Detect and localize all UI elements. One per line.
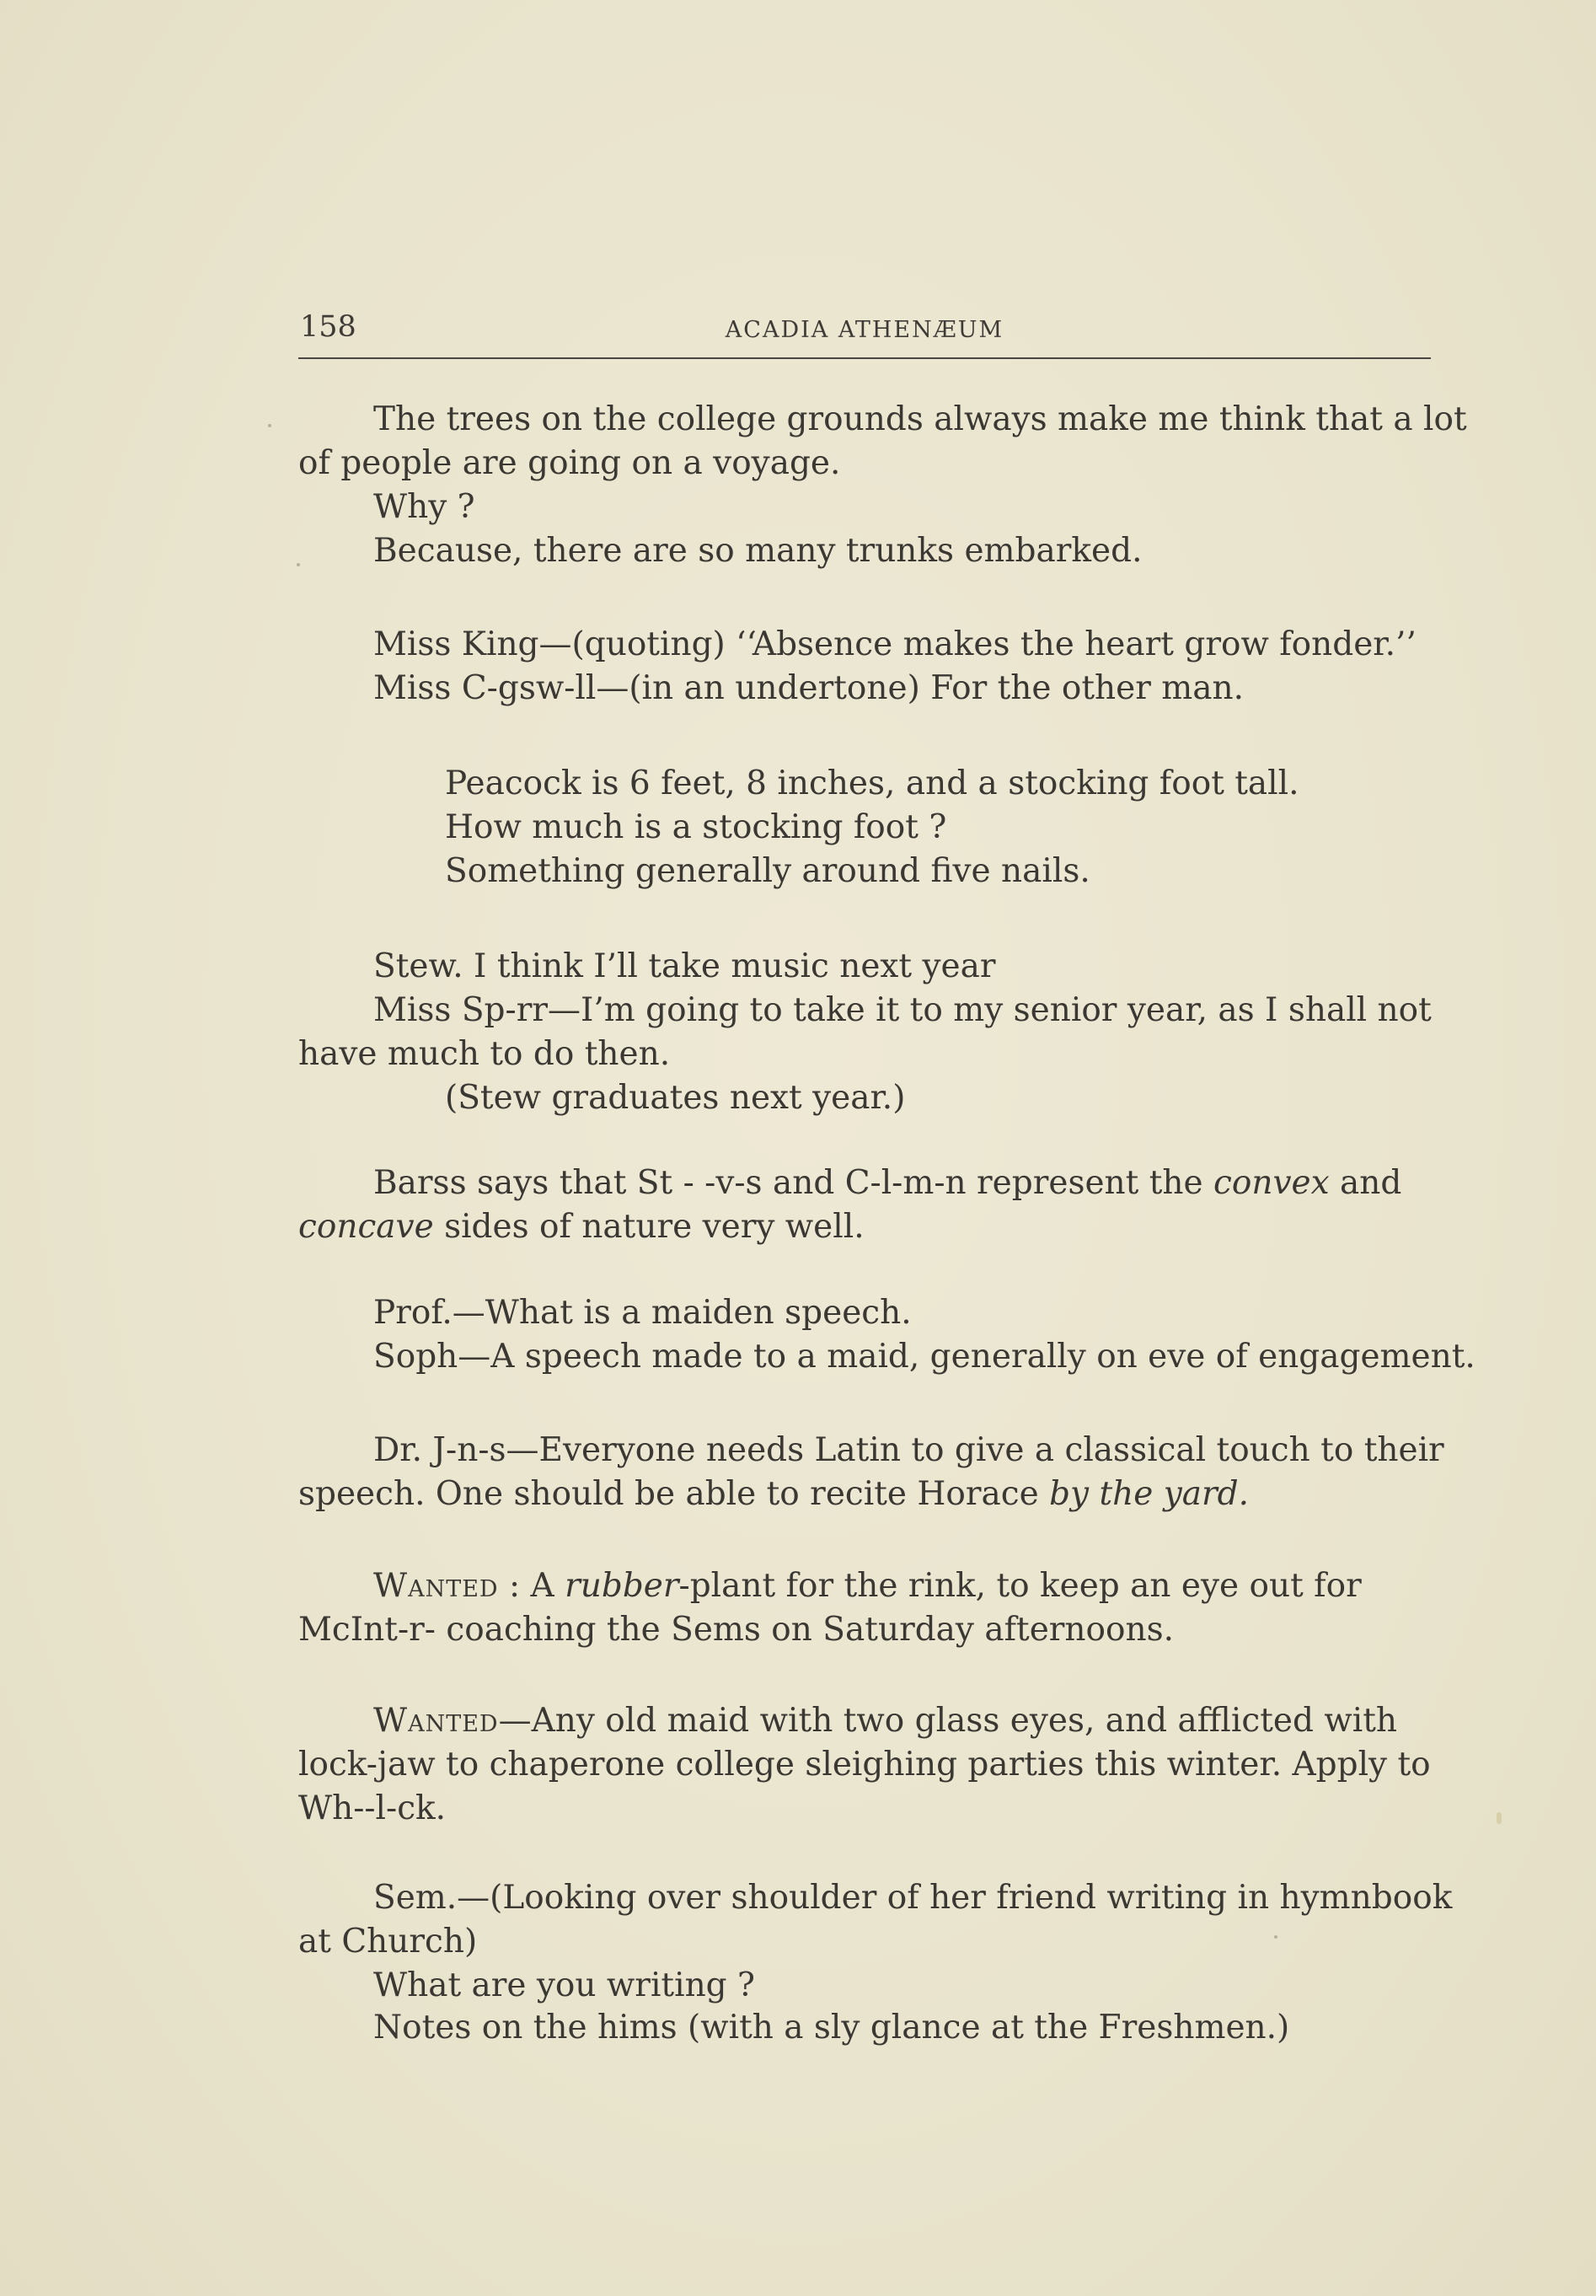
- paragraph-line: [373, 1702, 1398, 1740]
- paragraph-line: Something generally around five nails.: [445, 852, 1090, 890]
- paper-speck: [1497, 1812, 1502, 1824]
- paragraph-line: Notes on the hims (with a sly glance at the Freshmen.): [373, 2009, 1290, 2047]
- small-caps-run: Wanted: [373, 1702, 499, 1740]
- paragraph-line: [298, 1208, 865, 1246]
- text-run: -plant for the rink, to keep an eye out for: [678, 1567, 1362, 1605]
- paragraph-line: Prof.—What is a maiden speech.: [373, 1294, 912, 1332]
- paragraph-line: (Stew graduates next year.): [445, 1079, 906, 1117]
- italic-run: rubber: [565, 1567, 679, 1605]
- paragraph-line: Dr. J-n-s—Everyone needs Latin to give a classical touch to their: [373, 1431, 1444, 1469]
- text-run: —Any old maid with two glass eyes, and afflicted with: [498, 1702, 1398, 1740]
- paragraph-line: Stew. I think I’ll take music next year: [373, 947, 996, 985]
- italic-run: concave: [298, 1208, 434, 1246]
- paragraph-line: lock-jaw to chaperone college sleighing parties this winter. Apply to: [298, 1746, 1431, 1784]
- italic-run: by the yard.: [1049, 1475, 1250, 1513]
- paragraph-line: Sem.—(Looking over shoulder of her friend writing in hymnbook: [373, 1879, 1453, 1917]
- text-run: : A: [508, 1567, 554, 1605]
- paragraph-line: Because, there are so many trunks embarked.: [373, 532, 1143, 570]
- paragraph-line: Miss C-gsw-ll—(in an undertone) For the other man.: [373, 669, 1245, 707]
- paragraph-line: of people are going on a voyage.: [298, 444, 841, 482]
- running-head: ACADIA ATHENÆUM: [725, 317, 1004, 343]
- paper-speck: [268, 424, 271, 427]
- paper-speck: [297, 563, 300, 566]
- paragraph-line: have much to do then.: [298, 1035, 671, 1073]
- paragraph-line: The trees on the college grounds always make me think that a lot: [373, 400, 1467, 438]
- paragraph-line: Wh--l-ck.: [298, 1789, 447, 1827]
- paragraph-line: McInt-r- coaching the Sems on Saturday afternoons.: [298, 1611, 1175, 1649]
- paragraph-line: at Church): [298, 1923, 478, 1961]
- paragraph-line: [298, 1475, 1250, 1513]
- italic-run: convex: [1213, 1164, 1330, 1202]
- paragraph-line: Soph—A speech made to a maid, generally on eve of engagement.: [373, 1338, 1475, 1376]
- paragraph-line: What are you writing ?: [373, 1966, 755, 2004]
- paragraph-line: Why ?: [373, 488, 475, 526]
- paragraph-line: How much is a stocking foot ?: [445, 808, 947, 846]
- paragraph-line: Peacock is 6 feet, 8 inches, and a stocking foot tall.: [445, 764, 1299, 802]
- page-number: 158: [300, 310, 356, 344]
- paragraph-line: [373, 1164, 1402, 1202]
- small-caps-run: Wanted: [373, 1567, 499, 1605]
- text-run: and: [1339, 1164, 1402, 1202]
- paper-speck: [1274, 1935, 1277, 1939]
- text-run: speech. One should be able to recite Horace: [298, 1475, 1039, 1513]
- text-run: Barss says that St - -v-s and C-l-m-n represent the: [373, 1164, 1203, 1202]
- text-run: sides of nature very well.: [444, 1208, 865, 1246]
- paragraph-line: Miss King—(quoting) ‘‘Absence makes the heart grow fonder.’’: [373, 625, 1417, 663]
- page-header: [298, 307, 1431, 359]
- paragraph-line: [373, 1567, 1362, 1605]
- paragraph-line: Miss Sp-rr—I’m going to take it to my senior year, as I shall not: [373, 991, 1432, 1029]
